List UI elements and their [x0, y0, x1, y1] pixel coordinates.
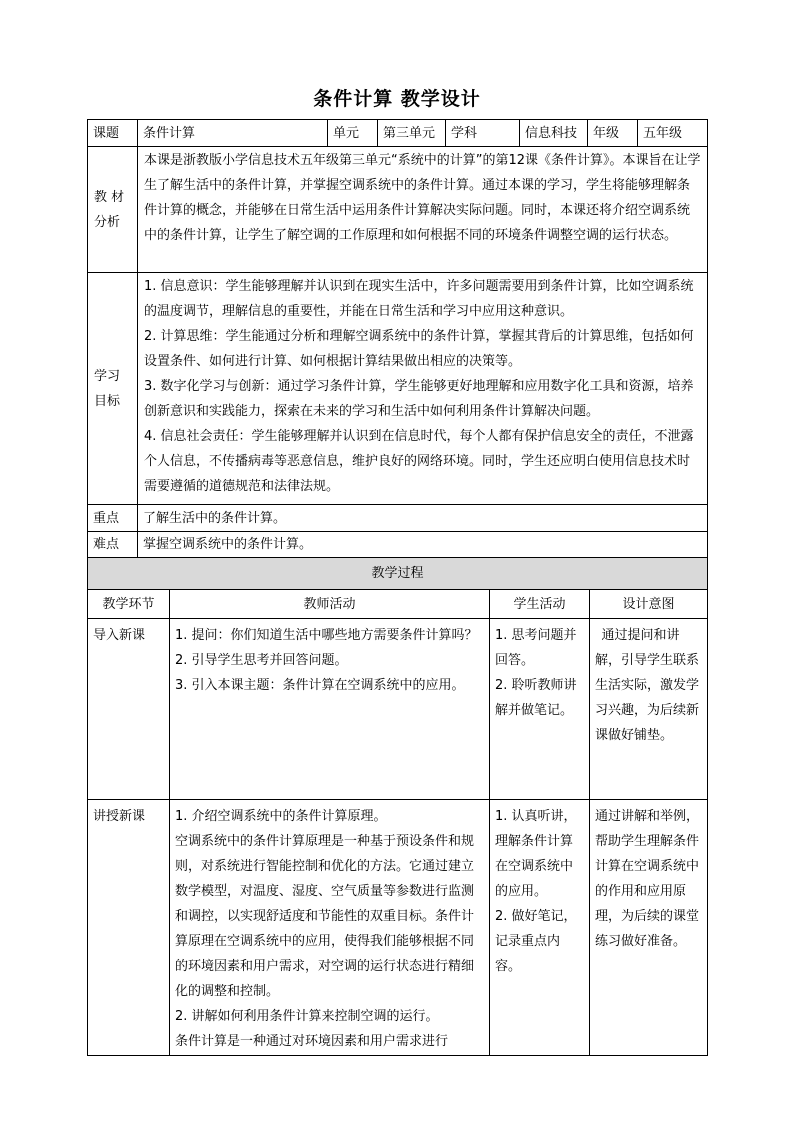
- process-row-intro: [88, 619, 708, 800]
- design-intent-text: 通过提问和讲解，引导学生联系生活实际，激发学习兴趣，为后续新课做好铺垫。: [595, 628, 700, 743]
- objective-item: 3. 数字化学习与创新：通过学习条件计算，学生能够更好地理解和应用数字化工具和资源，培养创新意识和实践能力，探索在未来的学习和生活中如何利用条件计算解决问题。: [144, 379, 694, 419]
- objective-item: 1. 信息意识：学生能够理解并认识到在现实生活中，许多问题需要用到条件计算，比如空调系统的温度调节，理解信息的重要性，并能在日常生活和学习中应用这种意识。: [144, 279, 694, 319]
- teacher-step: 1. 介绍空调系统中的条件计算原理。: [175, 809, 387, 824]
- design-intent-cell: [590, 800, 708, 1056]
- teacher-step: 2. 讲解如何利用条件计算来控制空调的运行。: [175, 1009, 439, 1024]
- info-row: [88, 120, 708, 147]
- objectives-list: [138, 273, 708, 505]
- key-point-label: 重点: [88, 505, 138, 532]
- unit-label: 单元: [328, 120, 378, 147]
- header-intent: 设计意图: [590, 590, 708, 619]
- objective-item: 4. 信息社会责任：学生能够理解并认识到在信息时代，每个人都有保护信息安全的责任，不泄露个人信息，不传播病毒等恶意信息，维护良好的网络环境。同时，学生还应明白使用信息技术时需要遵循的道德规范和法律法规。: [144, 429, 694, 494]
- student-activity-cell: [490, 619, 590, 800]
- teacher-step: 3. 引入本课主题：条件计算在空调系统中的应用。: [175, 678, 465, 693]
- difficulty-row: [88, 532, 708, 558]
- teaching-process-table: [87, 557, 708, 1056]
- teacher-step: 空调系统中的条件计算原理是一种基于预设条件和规则，对系统进行智能控制和优化的方法。它通过建立数学模型，对温度、湿度、空气质量等参数进行监测和调控，以实现舒适度和节能性的双重目标。条件计算原理在空调系统中的应用，使得我们能够根据不同的环境因素和用户需求，对空调的运行状态进行精细化的调整和控制。: [175, 834, 475, 999]
- process-header-row: [88, 590, 708, 619]
- student-activity-cell: [490, 800, 590, 1056]
- unit-value: 第三单元: [378, 120, 446, 147]
- design-intent-cell: [590, 619, 708, 800]
- topic-label: 课题: [88, 120, 138, 147]
- teacher-activity-cell: [170, 619, 490, 800]
- process-banner: 教学过程: [88, 558, 708, 590]
- analysis-row: [88, 147, 708, 273]
- teacher-step: 2. 引导学生思考并回答问题。: [175, 653, 348, 668]
- teacher-step: 1. 提问：你们知道生活中哪些地方需要条件计算吗？: [175, 628, 478, 643]
- key-point-text: 了解生活中的条件计算。: [138, 505, 708, 532]
- process-row-new-lesson: [88, 800, 708, 1056]
- lesson-info-table: [87, 119, 708, 558]
- objectives-row: [88, 273, 708, 505]
- document-title: 条件计算 教学设计: [313, 88, 481, 110]
- stage-cell: 讲授新课: [88, 800, 170, 1056]
- objective-item: 2. 计算思维：学生能通过分析和理解空调系统中的条件计算，掌握其背后的计算思维，包括如何设置条件、如何进行计算、如何根据计算结果做出相应的决策等。: [144, 329, 694, 369]
- student-step: 1. 思考问题并回答。: [495, 628, 577, 668]
- subject-value: 信息科技: [520, 120, 588, 147]
- objectives-label: 学习 目标: [88, 273, 138, 505]
- grade-value: 五年级: [638, 120, 708, 147]
- difficulty-label: 难点: [88, 532, 138, 558]
- header-teacher: 教师活动: [170, 590, 490, 619]
- difficulty-text: 掌握空调系统中的条件计算。: [138, 532, 708, 558]
- header-student: 学生活动: [490, 590, 590, 619]
- teacher-activity-cell: [170, 800, 490, 1056]
- student-step: 2. 做好笔记，记录重点内容。: [495, 909, 577, 974]
- grade-label: 年级: [588, 120, 638, 147]
- header-stage: 教学环节: [88, 590, 170, 619]
- student-step: 2. 聆听教师讲解并做笔记。: [495, 678, 577, 718]
- student-step: 1. 认真听讲，理解条件计算在空调系统中的应用。: [495, 809, 577, 899]
- subject-label: 学科: [446, 120, 520, 147]
- analysis-label: 教 材 分析: [88, 147, 138, 273]
- key-point-row: [88, 505, 708, 532]
- process-banner-row: [88, 558, 708, 590]
- teacher-step: 条件计算是一种通过对环境因素和用户需求进行: [175, 1034, 449, 1049]
- stage-cell: 导入新课: [88, 619, 170, 800]
- topic-value: 条件计算: [138, 120, 328, 147]
- analysis-text: 本课是浙教版小学信息技术五年级第三单元“系统中的计算”的第12课《条件计算》。本课旨在让学生了解生活中的条件计算，并掌握空调系统中的条件计算。通过本课的学习，学生将能够理解条件计算的概念，并能够在日常生活中运用条件计算解决实际问题。同时，本课还将介绍空调系统中的条件计算，让学生了解空调的工作原理和如何根据不同的环境条件调整空调的运行状态。: [138, 147, 708, 273]
- design-intent-text: 通过讲解和举例，帮助学生理解条件计算在空调系统中的作用和应用原理，为后续的课堂练习做好准备。: [595, 809, 700, 949]
